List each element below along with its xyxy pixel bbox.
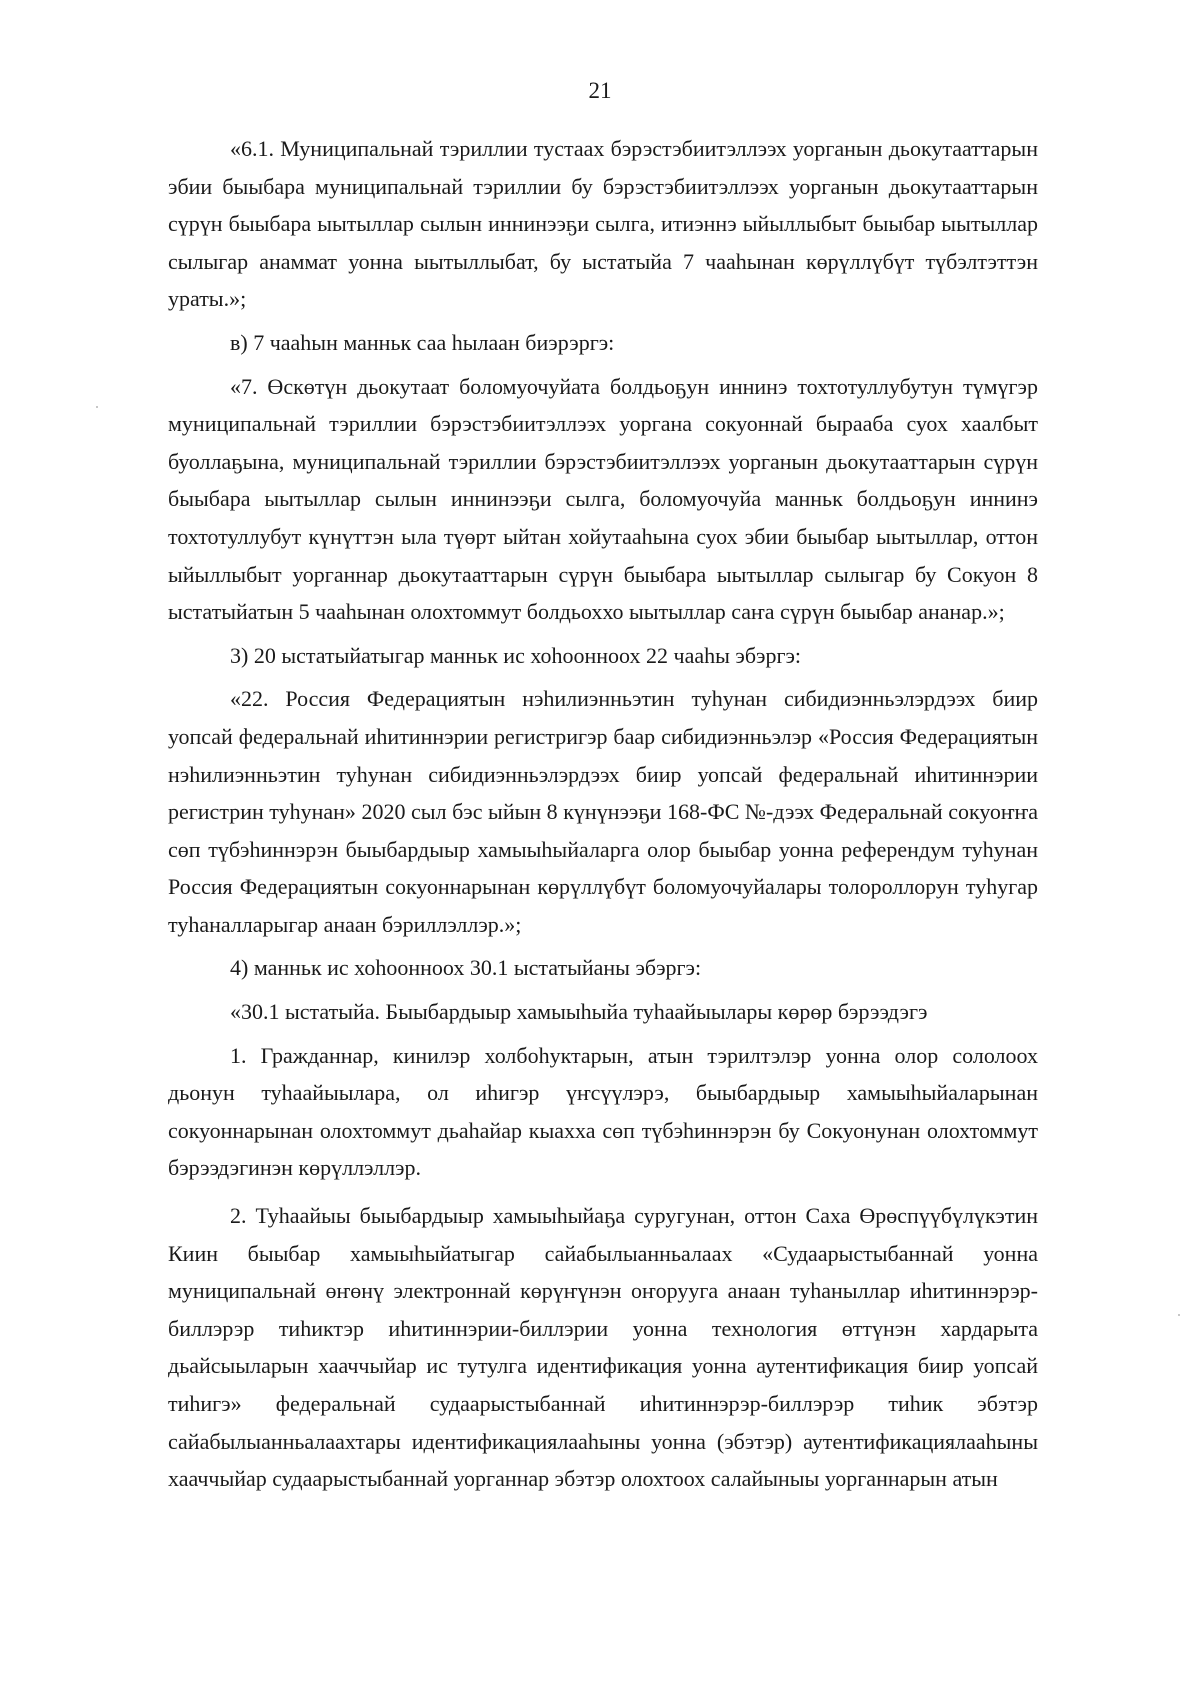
- paragraph-amendment-3: 3) 20 ыстатыйатыгар манньк ис хоһоонноох 22 чааһы эбэргэ:: [230, 642, 802, 668]
- paragraph-6-1: «6.1. Муниципальнай тэриллии тустаах бэрэстэбиитэллээх уорганын дьокутааттарын эбии быыбара муниципальнай тэриллии бу бэрэстэбиитэллээх уорганын дьокутааттарын сүрүн быыбара ыытыллар сылын иннинээҕи сылга, итиэннэ ыйыллыбыт быыбар ыытыллар сылыгар анаммат уонна ыытыллыбат, бу ыстатыйа 7 чааһынан көрүллүбүт түбэлтэттэн ураты.»;: [168, 136, 1038, 312]
- paragraph-22: «22. Россия Федерациятын нэһилиэнньэтин туһунан сибидиэнньэлэрдээх биир уопсай федеральнай иһитиннэрии регистригэр баар сибидиэнньэлэр «Россия Федерациятын нэһилиэнньэтин туһунан сибидиэнньэлэрдээх биир уопсай федеральнай иһитиннэрии регистрин туһунан» 2020 сыл бэс ыйын 8 күнүнээҕи 168-ФС №-дээх Федеральнай сокуоҥҥа сөп түбэһиннэрэн быыбардыыр хамыыһыйаларга олор быыбар уонна референдум туһунан Россия Федерациятын сокуоннарынан көрүллүбүт боломуочуйалары толороллорун туһугар туһаналларыгар анаан бэриллэллэр.»;: [168, 686, 1038, 937]
- paragraph-30-1-part-1: 1. Гражданнар, кинилэр холбоһуктарын, атын тэрилтэлэр уонна олор сололоох дьонун туһаайыылара, ол иһигэр үҥсүүлэрэ, быыбардыыр хамыыһыйаларынан сокуоннарынан олохтоммут дьаһайар кыахха сөп түбэһиннэрэн бу Сокуонунан олохтоммут бэрээдэгинэн көрүллэллэр.: [168, 1042, 1038, 1181]
- document-body: [168, 130, 1038, 1498]
- paragraph-amendment-v: в) 7 чааһын манньк саа һылаан биэрэргэ:: [230, 329, 615, 355]
- paragraph-7: «7. Өскөтүн дьокутаат боломуочуйата болдьоҕун иннинэ тохтотуллубутун түмүгэр муниципальнай тэриллии бэрэстэбиитэллээх уоргана сокуоннай бырааба суох хаалбыт буоллаҕына, муниципальнай тэриллии бэрэстэбиитэллээх уорганын дьокутааттарын сүрүн быыбара ыытыллар сылын иннинээҕи сылга, боломуочуйа манньк болдьоҕун иннинэ тохтотуллубут күнүттэн ыла түөрт ыйтан хойутааһына суох эбии быыбар ыытыллар, оттон ыйыллыбыт уорганнар дьокутааттарын сүрүн быыбара ыытыллар сылыгар бу Сокуон 8 ыстатыйатын 5 чааһынан олохтоммут болдьоххо ыытыллар саҥа сүрүн быыбар ананар.»;: [168, 373, 1038, 625]
- paragraph-30-1-part-2: 2. Туһаайыы быыбардыыр хамыыһыйаҕа суругунан, оттон Саха Өрөспүүбүлүкэтин Киин быыбар хамыыһыйатыгар сайабылыанньалаах «Судаарыстыбаннай уонна муниципальнай өҥөнү электроннай көрүҥүнэн оҥоруугa анаан туһаныллар иһитиннэрэр-биллэрэр тиһиктэр иһитиннэрии-биллэрии уонна технология өттүнэн хардарыта дьайсыыларын хааччыйар ис тутулга идентификация уонна аутентификация биир уопсай тиһигэ» федеральнай судаарыстыбаннай иһитиннэрэр-биллэрэр тиһик эбэтэр сайабылыанньалаахтары идентификациялааһыны уонна (эбэтэр) аутентификациялааһыны хааччыйар судаарыстыбаннай уорганнар эбэтэр олохтоох салайыныы уорганнарын атын: [168, 1203, 1038, 1492]
- scan-speck: [1178, 1314, 1180, 1316]
- page-number: 21: [588, 78, 612, 103]
- article-30-1-heading: «30.1 ыстатыйа. Быыбардыыр хамыыһыйа туһаайыылары көрөр бэрээдэгэ: [230, 999, 928, 1025]
- scan-speck: [96, 406, 98, 408]
- paragraph-amendment-4: 4) манньк ис хоһоонноох 30.1 ыстатыйаны эбэргэ:: [230, 955, 702, 981]
